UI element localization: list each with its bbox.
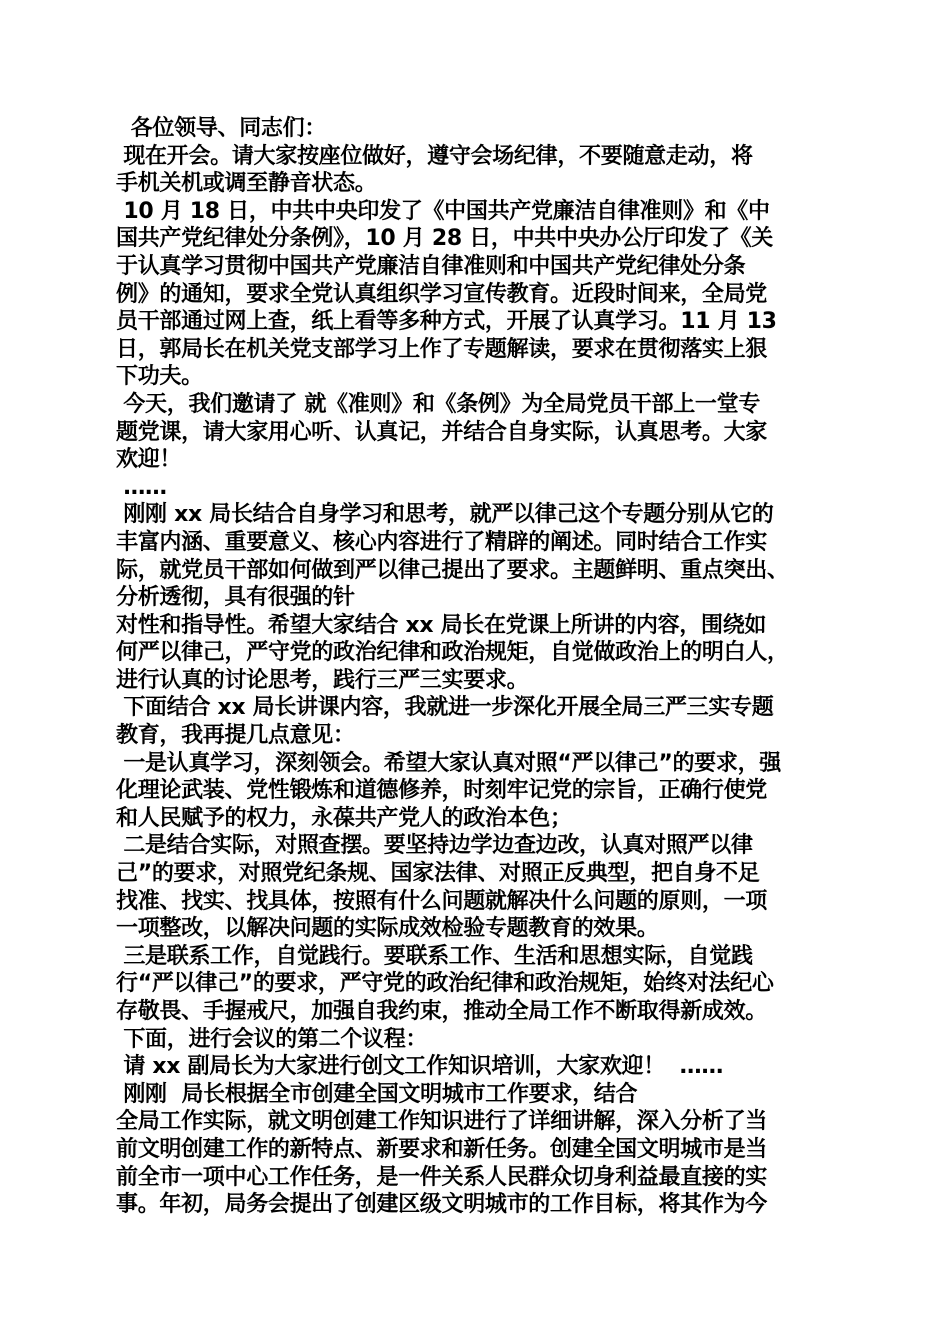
text-line: 刚刚 局长根据全市创建全国文明城市工作要求，结合: [116, 1081, 638, 1107]
text-line: 和人民赋予的权力，永葆共产党人的政治本色；: [116, 805, 572, 831]
text-line: 现在开会。请大家按座位做好，遵守会场纪律，不要随意走动，将: [116, 143, 753, 169]
text-line: 化理论武装、党性锻炼和道德修养，时刻牢记党的宗旨，正确行使党: [116, 778, 768, 804]
document-body: [116, 115, 840, 1219]
text-line: 于认真学习贯彻中国共产党廉洁自律准则和中国共产党纪律处分条: [116, 253, 746, 279]
text-line: 刚刚 xx 局长结合自身学习和思考，就严以律己这个专题分别从它的: [116, 502, 774, 528]
text-line: 员干部通过网上查，纸上看等多种方式，开展了认真学习。11 月 13: [116, 309, 777, 335]
text-line: 丰富内涵、重要意义、核心内容进行了精辟的阐述。同时结合工作实: [116, 529, 768, 555]
text-line: 下面，进行会议的第二个议程：: [116, 1026, 428, 1052]
text-line: 行“严以律己”的要求，严守党的政治纪律和政治规矩，始终对法纪心: [116, 971, 774, 997]
text-line: 何严以律己，严守党的政治纪律和政治规矩，自觉做政治上的明白人，: [116, 640, 789, 666]
text-line: 三是联系工作，自觉践行。要联系工作、生活和思想实际，自觉践: [116, 943, 753, 969]
text-line: 分析透彻，具有很强的针: [116, 585, 355, 611]
text-line: 下功夫。: [116, 364, 203, 390]
text-line: 己”的要求，对照党纪条规、国家法律、对照正反典型，把自身不足: [116, 861, 760, 887]
text-line: 今天，我们邀请了 就《准则》和《条例》为全局党员干部上一堂专: [116, 391, 761, 417]
text-line: 事。年初，局务会提出了创建区级文明城市的工作目标，将其作为今: [116, 1192, 768, 1218]
text-line: 手机关机或调至静音状态。: [116, 171, 377, 197]
text-line: 前文明创建工作的新特点、新要求和新任务。创建全国文明城市是当: [116, 1136, 768, 1162]
text-line: 10 月 18 日，中共中央印发了《中国共产党廉洁自律准则》和《中: [116, 198, 770, 224]
text-line: 下面结合 xx 局长讲课内容，我就进一步深化开展全局三严三实专题: [116, 695, 774, 721]
text-line: 对性和指导性。希望大家结合 xx 局长在党课上所讲的内容，围绕如: [116, 612, 767, 638]
text-line: 找准、找实、找具体，按照有什么问题就解决什么问题的原则，一项: [116, 888, 768, 914]
text-line: 一项整改，以解决问题的实际成效检验专题教育的效果。: [116, 916, 659, 942]
text-line: 一是认真学习，深刻领会。希望大家认真对照“严以律己”的要求，强: [116, 750, 781, 776]
text-line: 国共产党纪律处分条例》，10 月 28 日，中共中央办公厅印发了《关: [116, 226, 774, 252]
text-line: 存敬畏、手握戒尺，加强自我约束，推动全局工作不断取得新成效。: [116, 999, 768, 1024]
text-line: 二是结合实际，对照查摆。要坚持边学边查边改，认真对照严以律: [116, 833, 753, 859]
text-line: 各位领导、同志们：: [116, 116, 327, 141]
text-line: 欢迎！: [116, 447, 182, 473]
text-line: 请 xx 副局长为大家进行创文工作知识培训，大家欢迎！ ……: [116, 1054, 724, 1080]
text-line: 全局工作实际，就文明创建工作知识进行了详细讲解，深入分析了当: [116, 1109, 768, 1135]
text-line: 进行认真的讨论思考，践行三严三实要求。: [116, 667, 529, 693]
text-line: 际，就党员干部如何做到严以律己提出了要求。主题鲜明、重点突出、: [116, 557, 789, 583]
text-line: 例》的通知，要求全党认真组织学习宣传教育。近段时间来，全局党: [116, 281, 768, 307]
text-line: 题党课，请大家用心听、认真记，并结合自身实际，认真思考。大家: [116, 419, 768, 445]
text-line: ……: [116, 474, 167, 500]
text-line: 日，郭局长在机关党支部学习上作了专题解读，要求在贯彻落实上狠: [116, 336, 768, 362]
text-line: 前全市一项中心工作任务，是一件关系人民群众切身利益最直接的实: [116, 1164, 768, 1190]
text-line: 教育，我再提几点意见：: [116, 723, 355, 749]
